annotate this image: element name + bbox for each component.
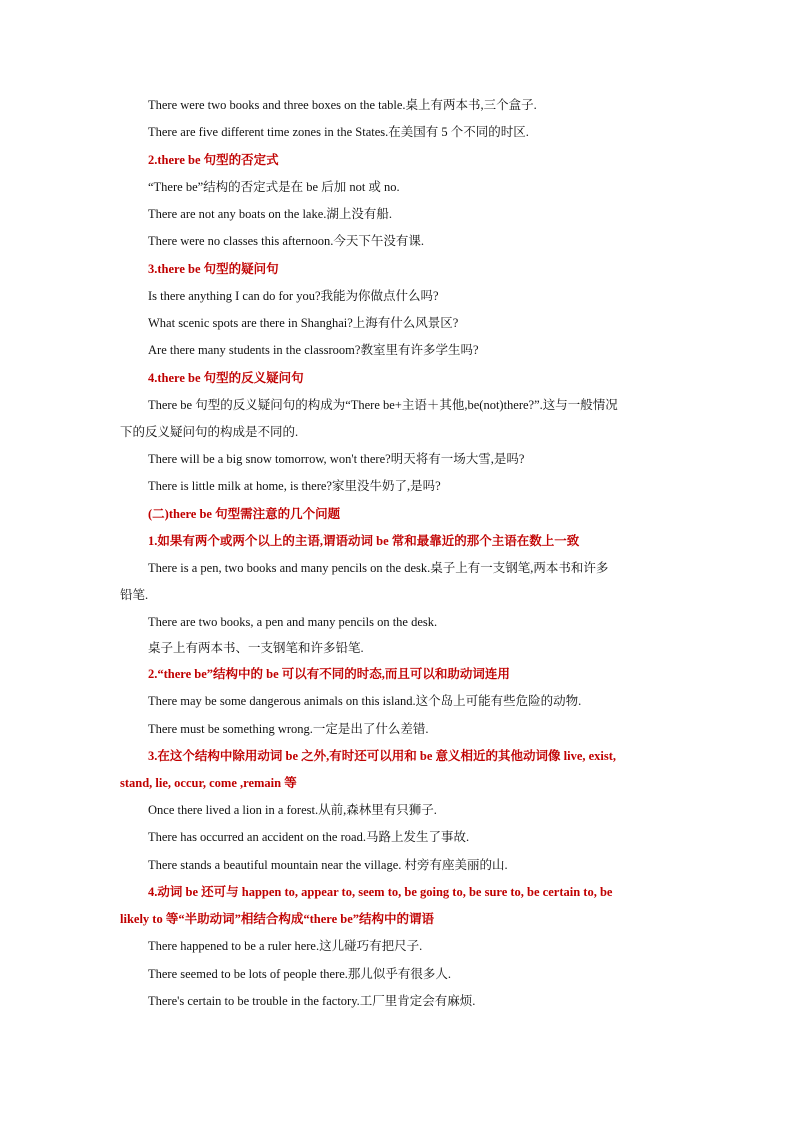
example-sentence: There is little milk at home, is there?家里没牛奶了,是吗? <box>148 479 441 493</box>
paragraph: “There be”结构的否定式是在 be 后加 not 或 no. <box>148 180 400 194</box>
example-sentence: There stands a beautiful mountain near the village. 村旁有座美丽的山. <box>148 858 508 872</box>
example-sentence: What scenic spots are there in Shanghai?上海有什么风景区? <box>148 316 459 330</box>
example-sentence: There were two books and three boxes on the table.桌上有两本书,三个盒子. <box>148 98 537 112</box>
example-continuation: 铅笔. <box>120 588 149 602</box>
example-sentence: Once there lived a lion in a forest.从前,森林里有只狮子. <box>148 803 437 817</box>
example-sentence: There is a pen, two books and many pencils on the desk.桌子上有一支钢笔,两本书和许多 <box>148 561 609 575</box>
paragraph-continuation: 下的反义疑问句的构成是不同的. <box>120 425 299 439</box>
subsection-heading-continuation: stand, lie, occur, come ,remain 等 <box>120 776 297 790</box>
example-sentence: There happened to be a ruler here.这儿碰巧有把尺子. <box>148 939 423 953</box>
section-heading: 2.there be 句型的否定式 <box>148 153 279 167</box>
subsection-heading-continuation: likely to 等“半助动词”相结合构成“there be”结构中的谓语 <box>120 912 434 926</box>
example-sentence: Is there anything I can do for you?我能为你做点什么吗? <box>148 289 439 303</box>
subsection-heading: 2.“there be”结构中的 be 可以有不同的时态,而且可以和助动词连用 <box>148 667 510 681</box>
subsection-heading: 4.动词 be 还可与 happen to, appear to, seem to, be going to, be sure to, be certain to, be <box>148 885 613 899</box>
section-heading: (二)there be 句型需注意的几个问题 <box>148 507 341 521</box>
example-sentence: There are two books, a pen and many pencils on the desk. <box>148 615 438 629</box>
example-sentence: There are five different time zones in the States.在美国有 5 个不同的时区. <box>148 125 529 139</box>
example-sentence: There must be something wrong.一定是出了什么差错. <box>148 722 429 736</box>
example-translation: 桌子上有两本书、一支钢笔和许多铅笔. <box>148 641 364 655</box>
example-sentence: There may be some dangerous animals on this island.这个岛上可能有些危险的动物. <box>148 694 582 708</box>
section-heading: 4.there be 句型的反义疑问句 <box>148 371 304 385</box>
example-sentence: There will be a big snow tomorrow, won't there?明天将有一场大雪,是吗? <box>148 452 525 466</box>
paragraph: There be 句型的反义疑问句的构成为“There be+主语＋其他,be(not)there?”.这与一般情况 <box>148 398 618 412</box>
example-sentence: There were no classes this afternoon.今天下午没有课. <box>148 234 424 248</box>
subsection-heading: 1.如果有两个或两个以上的主语,谓语动词 be 常和最靠近的那个主语在数上一致 <box>148 534 580 548</box>
subsection-heading: 3.在这个结构中除用动词 be 之外,有时还可以用和 be 意义相近的其他动词像 live, exist, <box>148 749 617 763</box>
example-sentence: There are not any boats on the lake.湖上没有船. <box>148 207 393 221</box>
example-sentence: There has occurred an accident on the road.马路上发生了事故. <box>148 830 470 844</box>
example-sentence: There seemed to be lots of people there.那儿似乎有很多人. <box>148 967 452 981</box>
section-heading: 3.there be 句型的疑问句 <box>148 262 279 276</box>
example-sentence: Are there many students in the classroom?教室里有许多学生吗? <box>148 343 479 357</box>
example-sentence: There's certain to be trouble in the factory.工厂里肯定会有麻烦. <box>148 994 476 1008</box>
